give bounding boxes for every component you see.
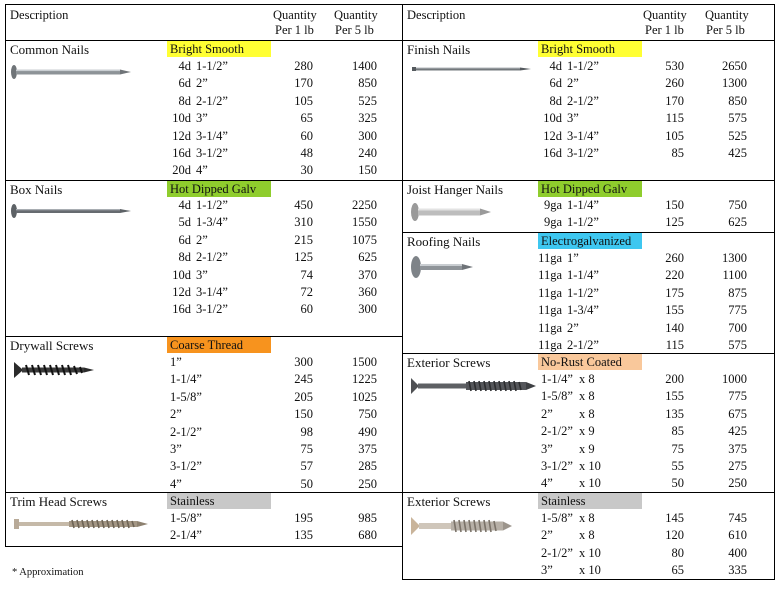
row-length: 3”	[196, 268, 208, 282]
row-size: 1-5/8”	[170, 390, 202, 404]
row-size: 1-5/8”	[170, 511, 202, 525]
row-qty-5lb: 360	[358, 285, 377, 299]
row-size: 5d	[178, 215, 191, 229]
row-length: 2”	[196, 76, 208, 90]
row-length: 3-1/2”	[567, 146, 599, 160]
row-gauge: x 10	[579, 546, 601, 560]
row-length: 2-1/2”	[196, 250, 228, 264]
row-size: 4d	[549, 59, 562, 73]
row-gauge: x 8	[579, 407, 595, 421]
row-size: 16d	[543, 146, 562, 160]
row-qty-1lb: 120	[665, 528, 684, 542]
row-qty-1lb: 125	[294, 250, 313, 264]
row-qty-5lb: 575	[728, 111, 747, 125]
finish-badge: Hot Dipped Galv	[538, 181, 642, 197]
left-header-qty1-line2: Per 1 lb	[275, 23, 314, 37]
row-size: 1-1/4”	[170, 372, 202, 386]
row-length: 1-3/4”	[196, 215, 228, 229]
right-header-qty5-line2: Per 5 lb	[706, 23, 745, 37]
row-size: 9ga	[543, 198, 562, 212]
row-qty-5lb: 1225	[352, 372, 377, 386]
row-qty-1lb: 155	[665, 389, 684, 403]
row-qty-1lb: 245	[294, 372, 313, 386]
row-qty-1lb: 220	[665, 268, 684, 282]
row-length: 2-1/2”	[196, 94, 228, 108]
row-qty-1lb: 98	[300, 425, 313, 439]
row-qty-1lb: 115	[665, 338, 684, 352]
row-length: 2”	[567, 76, 579, 90]
row-size: 8d	[178, 94, 191, 108]
row-qty-1lb: 170	[665, 94, 684, 108]
row-qty-1lb: 200	[665, 372, 684, 386]
row-size: 12d	[543, 129, 562, 143]
row-qty-1lb: 48	[300, 146, 313, 160]
row-size: 1-5/8”	[541, 511, 573, 525]
row-length: 3”	[567, 111, 579, 125]
row-qty-5lb: 675	[728, 407, 747, 421]
row-size: 2”	[170, 407, 182, 421]
row-qty-5lb: 325	[358, 111, 377, 125]
row-length: 2”	[567, 321, 579, 335]
row-qty-1lb: 260	[665, 251, 684, 265]
row-qty-1lb: 50	[671, 476, 684, 490]
row-size: 11ga	[538, 321, 562, 335]
row-qty-1lb: 125	[665, 215, 684, 229]
row-size: 11ga	[538, 251, 562, 265]
row-length: 1-1/2”	[567, 286, 599, 300]
row-size: 3”	[170, 442, 182, 456]
row-length: 1-1/2”	[196, 59, 228, 73]
row-size: 2”	[541, 528, 553, 542]
finish-badge: Electrogalvanized	[538, 233, 642, 249]
row-qty-1lb: 30	[300, 163, 313, 177]
row-gauge: x 8	[579, 528, 595, 542]
finish-badge: No-Rust Coated	[538, 354, 642, 370]
row-size: 4d	[178, 59, 191, 73]
finish-badge: Bright Smooth	[167, 41, 271, 57]
row-qty-5lb: 2250	[352, 198, 377, 212]
row-length: 3”	[196, 111, 208, 125]
common-nail-icon	[8, 64, 132, 80]
row-size: 16d	[172, 146, 191, 160]
row-size: 1-5/8”	[541, 389, 573, 403]
row-qty-5lb: 985	[358, 511, 377, 525]
footnote: * Approximation	[12, 567, 84, 578]
row-qty-5lb: 575	[728, 338, 747, 352]
row-qty-1lb: 195	[294, 511, 313, 525]
row-qty-5lb: 775	[728, 303, 747, 317]
row-qty-5lb: 425	[728, 146, 747, 160]
row-qty-5lb: 1000	[722, 372, 747, 386]
row-qty-1lb: 57	[300, 459, 313, 473]
finish-nail-icon	[410, 63, 532, 75]
row-qty-1lb: 145	[665, 511, 684, 525]
row-qty-5lb: 1025	[352, 390, 377, 404]
row-qty-5lb: 300	[358, 302, 377, 316]
row-qty-5lb: 490	[358, 425, 377, 439]
left-header-qty5-line1: Quantity	[334, 8, 378, 22]
row-gauge: x 8	[579, 372, 595, 386]
row-size: 11ga	[538, 268, 562, 282]
row-length: 3-1/2”	[196, 302, 228, 316]
row-length: 1-1/2”	[567, 59, 599, 73]
row-qty-1lb: 260	[665, 76, 684, 90]
section-name: Box Nails	[10, 182, 63, 197]
row-length: 2”	[196, 233, 208, 247]
row-gauge: x 10	[579, 459, 601, 473]
row-qty-1lb: 75	[300, 442, 313, 456]
exterior-screw-coated-icon	[409, 377, 537, 395]
row-size: 10d	[543, 111, 562, 125]
drywall-screw-icon	[12, 360, 96, 380]
row-qty-1lb: 310	[294, 215, 313, 229]
section-name: Exterior Screws	[407, 355, 491, 370]
row-length: 1-1/4”	[567, 268, 599, 282]
row-qty-5lb: 1300	[722, 76, 747, 90]
row-qty-1lb: 85	[671, 146, 684, 160]
row-size: 2-1/2”	[170, 425, 202, 439]
row-length: 2-1/2”	[567, 338, 599, 352]
row-gauge: x 8	[579, 511, 595, 525]
row-length: 1-1/4”	[567, 198, 599, 212]
row-size: 11ga	[538, 338, 562, 352]
exterior-screw-stainless-icon	[409, 516, 513, 536]
row-qty-5lb: 2650	[722, 59, 747, 73]
row-qty-5lb: 750	[358, 407, 377, 421]
finish-badge: Coarse Thread	[167, 337, 271, 353]
row-qty-5lb: 775	[728, 389, 747, 403]
row-qty-5lb: 700	[728, 321, 747, 335]
row-qty-5lb: 1075	[352, 233, 377, 247]
row-qty-5lb: 1500	[352, 355, 377, 369]
row-qty-1lb: 135	[665, 407, 684, 421]
row-size: 3”	[541, 563, 553, 577]
row-size: 10d	[172, 268, 191, 282]
section-name: Finish Nails	[407, 42, 471, 57]
row-size: 11ga	[538, 286, 562, 300]
row-qty-5lb: 335	[728, 563, 747, 577]
row-qty-5lb: 525	[728, 129, 747, 143]
row-qty-1lb: 72	[300, 285, 313, 299]
row-length: 1-1/2”	[567, 215, 599, 229]
row-qty-1lb: 150	[665, 198, 684, 212]
row-size: 12d	[172, 129, 191, 143]
row-size: 20d	[172, 163, 191, 177]
row-length: 2-1/2”	[567, 94, 599, 108]
row-qty-1lb: 135	[294, 528, 313, 542]
row-qty-1lb: 140	[665, 321, 684, 335]
row-qty-1lb: 280	[294, 59, 313, 73]
row-qty-5lb: 240	[358, 146, 377, 160]
row-qty-5lb: 680	[358, 528, 377, 542]
row-qty-1lb: 65	[300, 111, 313, 125]
row-qty-5lb: 610	[728, 528, 747, 542]
row-qty-1lb: 115	[665, 111, 684, 125]
trim-head-screw-icon	[12, 516, 150, 532]
row-size: 6d	[549, 76, 562, 90]
section-name: Drywall Screws	[10, 338, 94, 353]
row-size: 6d	[178, 76, 191, 90]
row-length: 3-1/4”	[567, 129, 599, 143]
section-name: Roofing Nails	[407, 234, 481, 249]
row-qty-1lb: 65	[671, 563, 684, 577]
row-qty-1lb: 75	[671, 442, 684, 456]
row-qty-1lb: 105	[665, 129, 684, 143]
section-name: Exterior Screws	[407, 494, 491, 509]
row-qty-1lb: 60	[300, 302, 313, 316]
row-qty-1lb: 155	[665, 303, 684, 317]
row-qty-5lb: 750	[728, 198, 747, 212]
row-length: 1”	[567, 251, 579, 265]
row-size: 3-1/2”	[170, 459, 202, 473]
section-name: Common Nails	[10, 42, 90, 57]
roofing-nail-icon	[409, 255, 475, 279]
row-qty-1lb: 50	[300, 477, 313, 491]
row-gauge: x 9	[579, 442, 595, 456]
row-gauge: x 10	[579, 476, 601, 490]
finish-badge: Stainless	[167, 493, 271, 509]
row-qty-1lb: 215	[294, 233, 313, 247]
row-qty-5lb: 300	[358, 129, 377, 143]
right-header-qty1-line2: Per 1 lb	[645, 23, 684, 37]
row-qty-1lb: 170	[294, 76, 313, 90]
row-qty-1lb: 80	[671, 546, 684, 560]
row-size: 11ga	[538, 303, 562, 317]
row-qty-1lb: 85	[671, 424, 684, 438]
row-qty-1lb: 74	[300, 268, 313, 282]
row-size: 4”	[541, 476, 553, 490]
row-length: 4”	[196, 163, 208, 177]
row-qty-5lb: 375	[358, 442, 377, 456]
row-qty-1lb: 175	[665, 286, 684, 300]
right-header-description: Description	[407, 8, 466, 22]
row-qty-5lb: 425	[728, 424, 747, 438]
row-qty-5lb: 250	[728, 476, 747, 490]
finish-badge: Stainless	[538, 493, 642, 509]
row-size: 3”	[541, 442, 553, 456]
row-size: 1-1/4”	[541, 372, 573, 386]
row-qty-5lb: 285	[358, 459, 377, 473]
row-length: 3-1/4”	[196, 285, 228, 299]
row-size: 1”	[170, 355, 182, 369]
row-size: 6d	[178, 233, 191, 247]
row-qty-1lb: 55	[671, 459, 684, 473]
row-qty-1lb: 150	[294, 407, 313, 421]
row-qty-5lb: 1550	[352, 215, 377, 229]
row-qty-5lb: 1300	[722, 251, 747, 265]
row-qty-5lb: 850	[358, 76, 377, 90]
row-qty-5lb: 1100	[722, 268, 747, 282]
row-length: 1-3/4”	[567, 303, 599, 317]
left-header-description: Description	[10, 8, 69, 22]
row-qty-1lb: 300	[294, 355, 313, 369]
row-gauge: x 10	[579, 563, 601, 577]
row-size: 12d	[172, 285, 191, 299]
left-header-qty5-line2: Per 5 lb	[335, 23, 374, 37]
row-size: 8d	[178, 250, 191, 264]
row-qty-5lb: 250	[358, 477, 377, 491]
row-gauge: x 8	[579, 389, 595, 403]
row-qty-5lb: 150	[358, 163, 377, 177]
row-size: 2-1/4”	[170, 528, 202, 542]
row-qty-1lb: 530	[665, 59, 684, 73]
row-size: 8d	[549, 94, 562, 108]
row-qty-5lb: 370	[358, 268, 377, 282]
row-qty-1lb: 205	[294, 390, 313, 404]
row-length: 3-1/4”	[196, 129, 228, 143]
row-size: 9ga	[543, 215, 562, 229]
row-size: 2-1/2”	[541, 546, 573, 560]
row-qty-5lb: 375	[728, 442, 747, 456]
row-length: 3-1/2”	[196, 146, 228, 160]
section-name: Trim Head Screws	[10, 494, 108, 509]
right-header-qty5-line1: Quantity	[705, 8, 749, 22]
row-size: 10d	[172, 111, 191, 125]
row-size: 4d	[178, 198, 191, 212]
right-header-qty1-line1: Quantity	[643, 8, 687, 22]
finish-badge: Bright Smooth	[538, 41, 642, 57]
row-qty-1lb: 60	[300, 129, 313, 143]
row-qty-1lb: 105	[294, 94, 313, 108]
row-qty-5lb: 875	[728, 286, 747, 300]
row-size: 2”	[541, 407, 553, 421]
joist-hanger-nail-icon	[409, 202, 493, 222]
left-header-qty1-line1: Quantity	[273, 8, 317, 22]
row-qty-5lb: 625	[728, 215, 747, 229]
row-qty-5lb: 275	[728, 459, 747, 473]
row-qty-1lb: 450	[294, 198, 313, 212]
row-length: 1-1/2”	[196, 198, 228, 212]
row-qty-5lb: 400	[728, 546, 747, 560]
row-size: 4”	[170, 477, 182, 491]
section-name: Joist Hanger Nails	[407, 182, 504, 197]
box-nail-icon	[8, 203, 132, 219]
finish-badge: Hot Dipped Galv	[167, 181, 271, 197]
row-size: 2-1/2”	[541, 424, 573, 438]
row-gauge: x 9	[579, 424, 595, 438]
row-qty-5lb: 745	[728, 511, 747, 525]
row-qty-5lb: 1400	[352, 59, 377, 73]
row-size: 16d	[172, 302, 191, 316]
row-qty-5lb: 850	[728, 94, 747, 108]
row-size: 3-1/2”	[541, 459, 573, 473]
row-qty-5lb: 625	[358, 250, 377, 264]
row-qty-5lb: 525	[358, 94, 377, 108]
